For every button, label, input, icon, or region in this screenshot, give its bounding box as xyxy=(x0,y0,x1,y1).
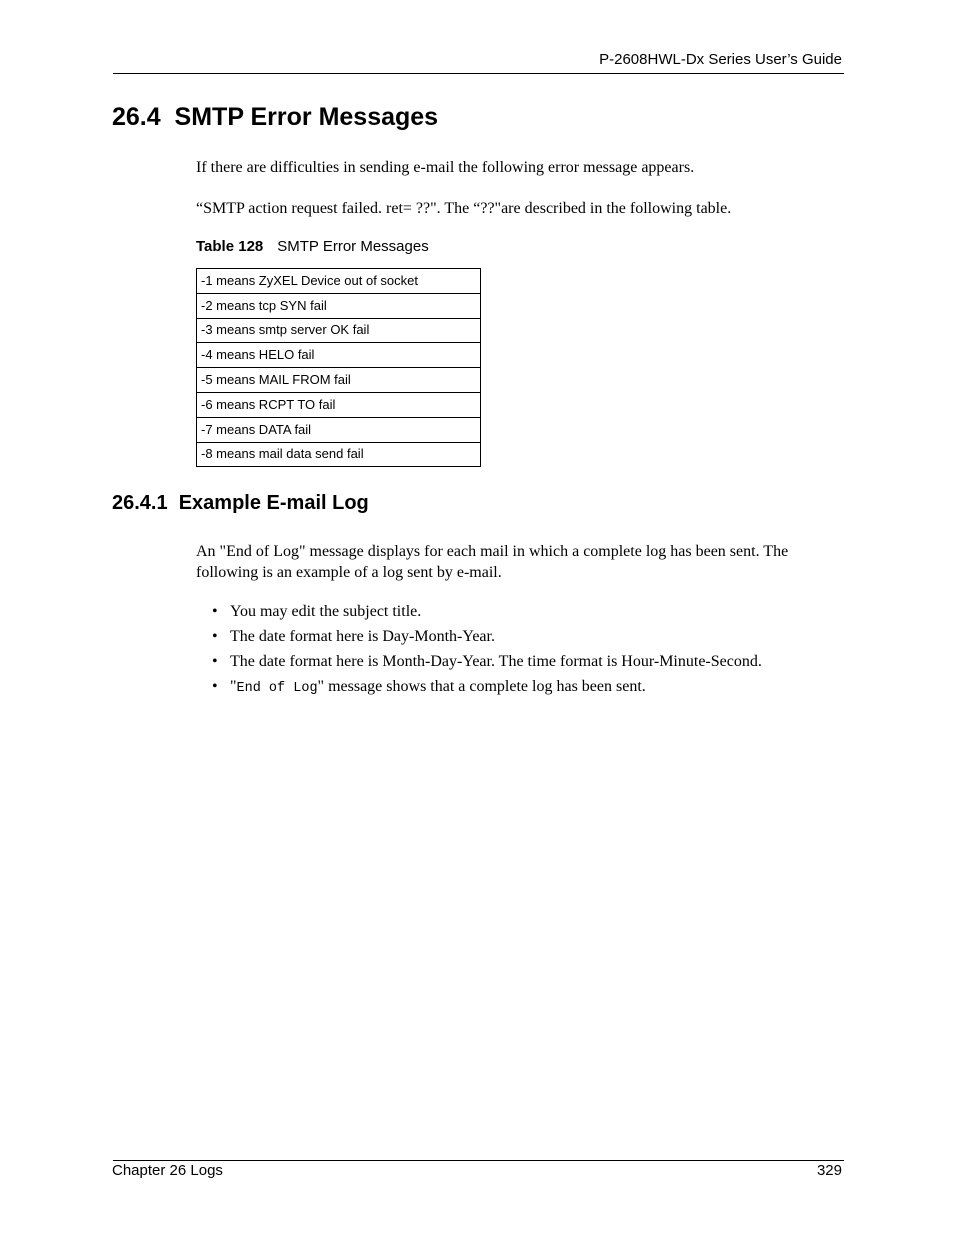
list-item xyxy=(212,651,762,676)
footer-rule xyxy=(113,1160,844,1161)
table-row xyxy=(197,293,481,318)
table-row xyxy=(197,392,481,417)
table-row xyxy=(197,269,481,294)
bullet-icon: • xyxy=(212,603,218,620)
footer-page-number: 329 xyxy=(816,1162,842,1179)
bullet-list xyxy=(212,601,762,701)
table-cell: -3 means smtp server OK fail xyxy=(197,318,481,343)
table-row xyxy=(197,442,481,467)
end-of-log-code: End of Log xyxy=(236,681,318,696)
table-caption-title: SMTP Error Messages xyxy=(277,238,429,255)
smtp-error-table xyxy=(196,268,481,467)
bullet-icon: • xyxy=(212,628,218,645)
table-row xyxy=(197,417,481,442)
subsection-paragraph: An "End of Log" message displays for each mail in which a complete log has been sent. The following is an example of a log sent by e-mail. xyxy=(196,543,789,581)
subsection-heading: 26.4.1 Example E-mail Log xyxy=(112,492,369,514)
list-item-text: The date format here is Day-Month-Year. xyxy=(230,628,495,645)
table-cell: -1 means ZyXEL Device out of socket xyxy=(197,269,481,294)
list-item-text: The date format here is Month-Day-Year. The time format is Hour-Minute-Second. xyxy=(230,653,762,670)
footer-chapter: Chapter 26 Logs xyxy=(112,1162,223,1179)
section-intro-paragraph: If there are difficulties in sending e-mail the following error message appears. xyxy=(196,159,695,176)
table-cell: -2 means tcp SYN fail xyxy=(197,293,481,318)
table-caption-number: Table 128 xyxy=(196,238,264,255)
table-cell: -5 means MAIL FROM fail xyxy=(197,368,481,393)
list-item xyxy=(212,626,762,651)
list-item-text: You may edit the subject title. xyxy=(230,603,422,620)
section-heading: 26.4 SMTP Error Messages xyxy=(112,103,439,131)
list-item-prefix: " xyxy=(230,678,237,695)
error-format-paragraph: “SMTP action request failed. ret= ??". The “??"are described in the following table. xyxy=(196,200,732,217)
table-cell: -4 means HELO fail xyxy=(197,343,481,368)
list-item xyxy=(212,676,762,701)
table-row xyxy=(197,343,481,368)
table-cell: -7 means DATA fail xyxy=(197,417,481,442)
bullet-icon: • xyxy=(212,678,218,695)
bullet-icon: • xyxy=(212,653,218,670)
list-item xyxy=(212,601,762,626)
table-cell: -8 means mail data send fail xyxy=(197,442,481,467)
list-item-suffix: " message shows that a complete log has been sent. xyxy=(317,678,646,695)
table-cell: -6 means RCPT TO fail xyxy=(197,392,481,417)
running-header-title: P-2608HWL-Dx Series User’s Guide xyxy=(599,51,842,68)
header-rule xyxy=(113,73,844,74)
table-row xyxy=(197,368,481,393)
table-row xyxy=(197,318,481,343)
table-caption xyxy=(196,238,429,255)
